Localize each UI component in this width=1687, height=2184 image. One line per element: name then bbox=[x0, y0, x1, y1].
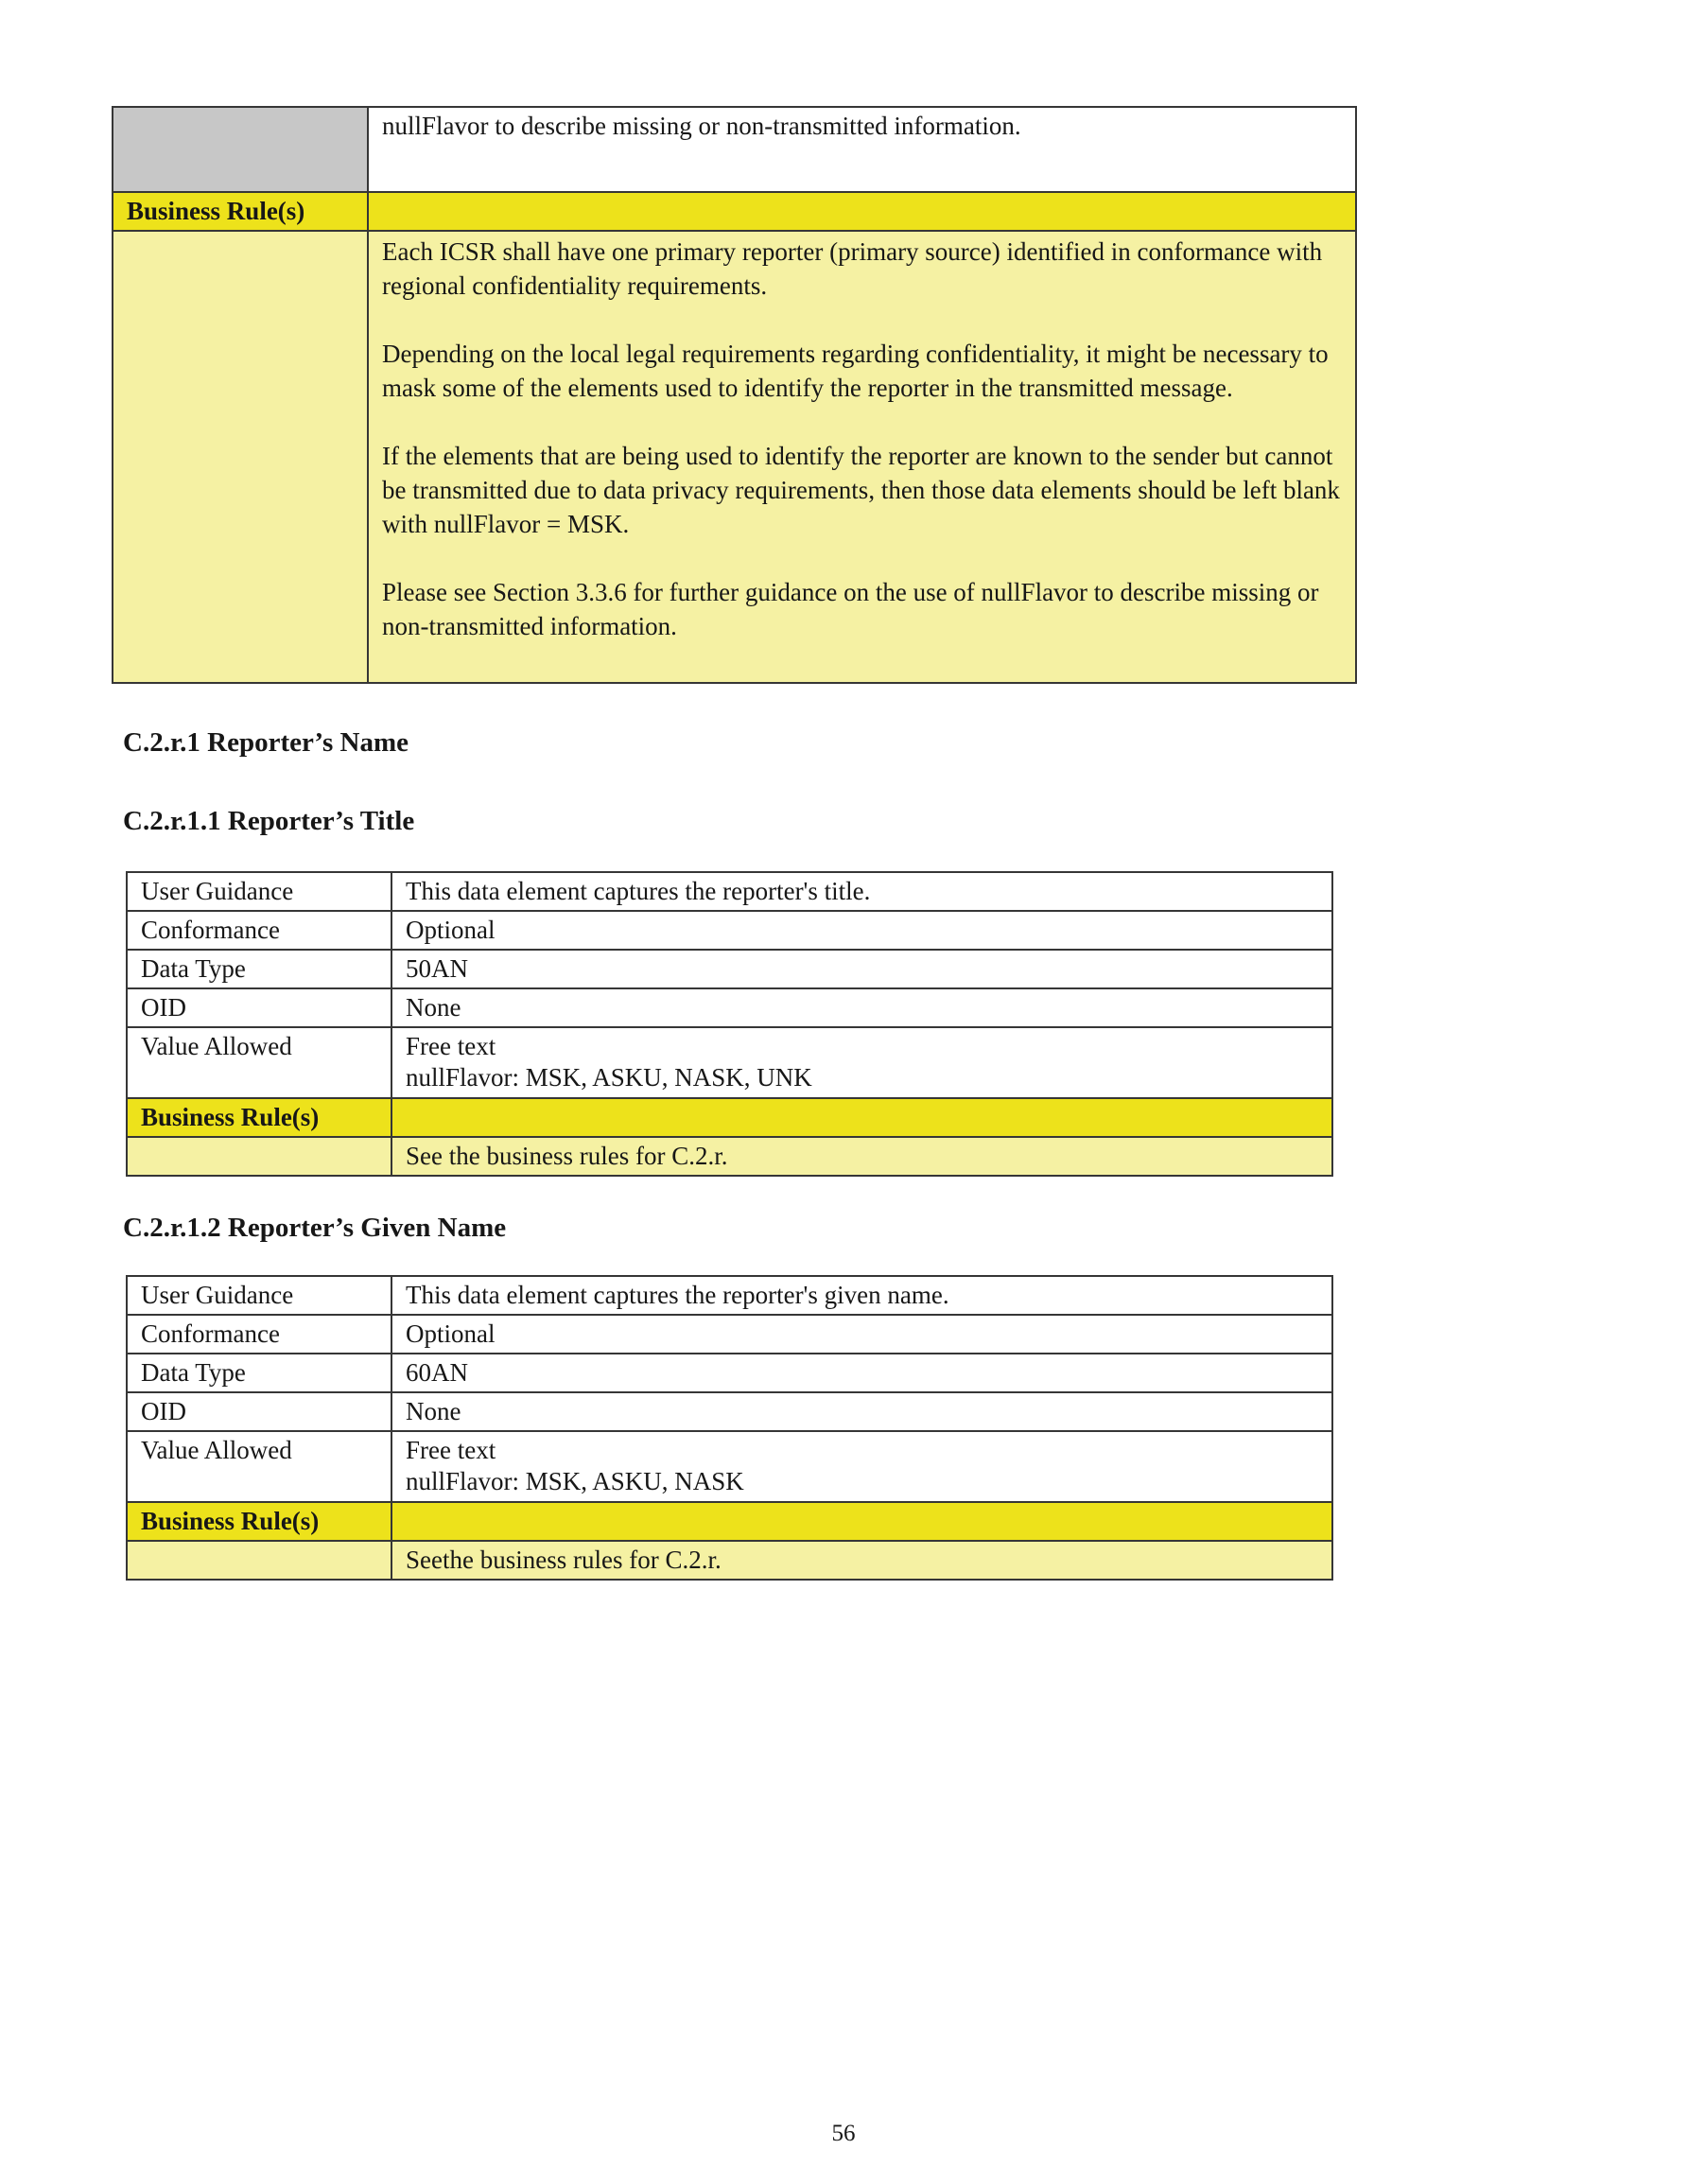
business-rules-label: Business Rule(s) bbox=[113, 192, 368, 231]
table-row bbox=[127, 872, 1332, 911]
table-row bbox=[127, 950, 1332, 988]
rule-paragraph: Each ICSR shall have one primary reporter (primary source) identified in conformance with regional confidentiality requirements. bbox=[382, 237, 1323, 300]
table-row bbox=[127, 1392, 1332, 1431]
table-row bbox=[127, 1431, 1332, 1502]
table-row bbox=[127, 1027, 1332, 1098]
rules-left-cell bbox=[113, 231, 368, 683]
data-type-label: Data Type bbox=[127, 950, 391, 988]
data-type-value: 60AN bbox=[391, 1354, 1332, 1392]
user-guidance-label: User Guidance bbox=[127, 872, 391, 911]
data-type-label: Data Type bbox=[127, 1354, 391, 1392]
section-heading-given-name: C.2.r.1.2 Reporter’s Given Name bbox=[123, 1213, 507, 1243]
table-row bbox=[127, 1276, 1332, 1315]
value-allowed-line: nullFlavor: MSK, ASKU, NASK bbox=[406, 1467, 744, 1495]
oid-label: OID bbox=[127, 1392, 391, 1431]
page-number: 56 bbox=[831, 2121, 856, 2146]
oid-label: OID bbox=[127, 988, 391, 1027]
rule-note-left-cell bbox=[127, 1137, 391, 1176]
oid-value: None bbox=[391, 1392, 1332, 1431]
business-rules-empty-cell bbox=[391, 1502, 1332, 1541]
table-row bbox=[127, 988, 1332, 1027]
continuation-guidance-cell: nullFlavor to describe missing or non-transmitted information. bbox=[368, 107, 1356, 192]
business-rules-header-row bbox=[127, 1098, 1332, 1137]
data-type-value: 50AN bbox=[391, 950, 1332, 988]
continuation-label-cell bbox=[113, 107, 368, 192]
oid-value: None bbox=[391, 988, 1332, 1027]
table-row bbox=[127, 1354, 1332, 1392]
rule-paragraph: Please see Section 3.3.6 for further guidance on the use of nullFlavor to describe missing or non-transmitted information. bbox=[382, 578, 1319, 640]
section-heading-reporter-name: C.2.r.1 Reporter’s Name bbox=[123, 727, 409, 758]
business-rules-body-row bbox=[113, 231, 1356, 683]
continuation-table bbox=[112, 106, 1357, 684]
rules-text-cell bbox=[368, 231, 1356, 683]
rule-note-row bbox=[127, 1541, 1332, 1580]
conformance-value: Optional bbox=[391, 1315, 1332, 1354]
reporter-title-table bbox=[126, 871, 1333, 1177]
rule-note-value: Seethe business rules for C.2.r. bbox=[391, 1541, 1332, 1580]
reporter-given-name-table bbox=[126, 1275, 1333, 1581]
value-allowed-line: Free text bbox=[406, 1032, 496, 1060]
business-rules-header-row bbox=[113, 192, 1356, 231]
value-allowed-value bbox=[391, 1431, 1332, 1502]
rule-note-row bbox=[127, 1137, 1332, 1176]
table-row bbox=[127, 911, 1332, 950]
value-allowed-line: nullFlavor: MSK, ASKU, NASK, UNK bbox=[406, 1063, 812, 1092]
conformance-label: Conformance bbox=[127, 911, 391, 950]
business-rules-empty-cell bbox=[368, 192, 1356, 231]
user-guidance-value: This data element captures the reporter's title. bbox=[391, 872, 1332, 911]
section-heading-reporter-title: C.2.r.1.1 Reporter’s Title bbox=[123, 806, 415, 836]
business-rules-label: Business Rule(s) bbox=[127, 1502, 391, 1541]
value-allowed-value bbox=[391, 1027, 1332, 1098]
business-rules-header-row bbox=[127, 1502, 1332, 1541]
rule-note-value: See the business rules for C.2.r. bbox=[391, 1137, 1332, 1176]
rule-paragraph: Depending on the local legal requirements regarding confidentiality, it might be necessary to mask some of the elements used to identify the reporter in the transmitted message. bbox=[382, 340, 1329, 402]
conformance-label: Conformance bbox=[127, 1315, 391, 1354]
user-guidance-value: This data element captures the reporter's given name. bbox=[391, 1276, 1332, 1315]
business-rules-empty-cell bbox=[391, 1098, 1332, 1137]
user-guidance-label: User Guidance bbox=[127, 1276, 391, 1315]
business-rules-label: Business Rule(s) bbox=[127, 1098, 391, 1137]
value-allowed-label: Value Allowed bbox=[127, 1431, 391, 1502]
rule-paragraph: If the elements that are being used to identify the reporter are known to the sender but cannot be transmitted due to data privacy requirements, then those data elements should be left blank with nullFlavor = MSK. bbox=[382, 442, 1340, 538]
continuation-row bbox=[113, 107, 1356, 192]
conformance-value: Optional bbox=[391, 911, 1332, 950]
rule-note-left-cell bbox=[127, 1541, 391, 1580]
value-allowed-label: Value Allowed bbox=[127, 1027, 391, 1098]
value-allowed-line: Free text bbox=[406, 1436, 496, 1464]
table-row bbox=[127, 1315, 1332, 1354]
